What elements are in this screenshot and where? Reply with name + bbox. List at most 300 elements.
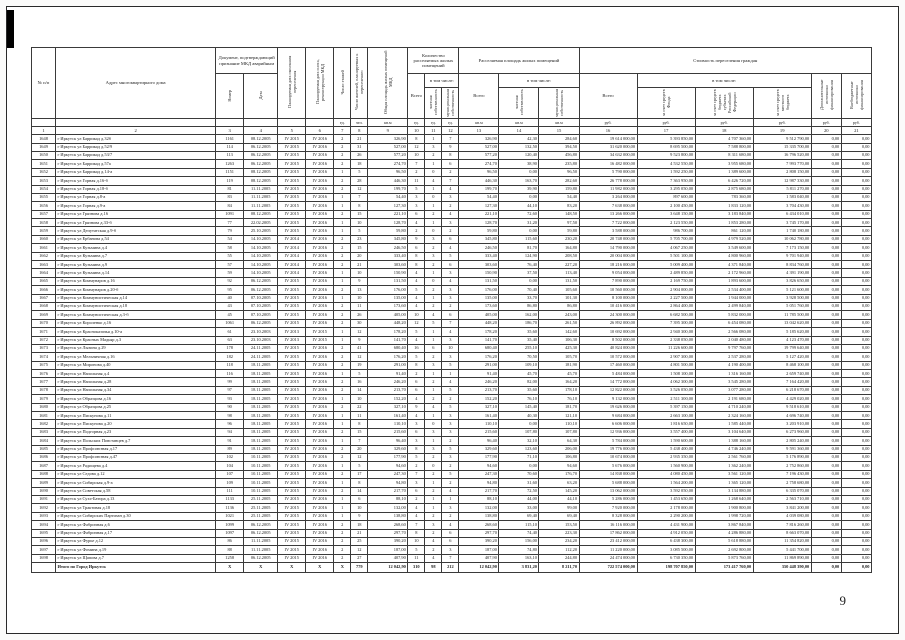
planned-resettlement-date: IV 2015 [278, 428, 306, 436]
doc-date: 06.12.2005 [244, 151, 278, 159]
doc-number: 79 [216, 227, 244, 235]
cost-subject-budget: 2 561 760,00 [695, 454, 753, 462]
doc-number: 88 [216, 546, 244, 554]
row-number: 1664 [32, 269, 56, 277]
resettled-units-municipal: 212 [442, 563, 459, 573]
table-row [32, 546, 872, 554]
cost-fund: 2 123 550,00 [637, 219, 695, 227]
total-area: 327,10 [368, 403, 408, 411]
resettled-units-private: 2 [425, 151, 442, 159]
planned-demolition-date: IV 2016 [306, 261, 334, 269]
cost-fund: 7 363 950,00 [637, 177, 695, 185]
resettled-units-private: 6 [425, 344, 442, 352]
doc-number: 81 [216, 185, 244, 193]
cost-local-budget: 5 176 890,00 [753, 454, 811, 462]
doc-number: 109 [216, 479, 244, 487]
resettled-units-municipal: 3 [442, 286, 459, 294]
resettled-units-municipal: 5 [442, 386, 459, 394]
cost-total: 23 412 000,00 [579, 537, 637, 545]
address: г Иркутск ул Советская д.58 [56, 487, 216, 495]
resettled-area-municipal: 105,60 [539, 286, 579, 294]
row-number: 1666 [32, 286, 56, 294]
cost-subject-budget: 6 426 720,00 [695, 177, 753, 185]
table-row [32, 319, 872, 327]
row-number: 1677 [32, 378, 56, 386]
area-private-label: частная собственность [513, 89, 524, 116]
resettled-units-total: 12 [408, 319, 425, 327]
cost-fund: 1 590 600,00 [637, 437, 695, 445]
planned-resettlement-date: IV 2015 [278, 311, 306, 319]
resettled-area-total: 247,30 [459, 470, 499, 478]
cost-subject-budget: 2 324 160,00 [695, 412, 753, 420]
resettled-units-private: 4 [425, 554, 442, 562]
resettled-area-municipal: 83,20 [539, 202, 579, 210]
cost-local-budget: 13 042 620,00 [753, 319, 811, 327]
cost-offbudget-sources: 0,00 [841, 445, 871, 453]
floors: 2 [334, 546, 351, 554]
total-area: 173,60 [368, 302, 408, 310]
planned-resettlement-date: IV 2015 [278, 319, 306, 327]
cost-extra-sources: 0,00 [811, 378, 841, 386]
cost-subject-budget: 3 561 120,00 [695, 470, 753, 478]
total-area: 291,00 [368, 361, 408, 369]
col-header-cost-fund [637, 88, 695, 119]
table-row [32, 143, 872, 151]
resettled-area-municipal: 234,20 [539, 537, 579, 545]
address: г Иркутск ул Депутатская д.9-б [56, 227, 216, 235]
resettled-units-total: 11 [408, 177, 425, 185]
cost-fund: 2 100 450,00 [637, 202, 695, 210]
residents: 26 [351, 311, 368, 319]
cost-offbudget-sources: 0,00 [841, 261, 871, 269]
cost-local-budget: 1 740 180,00 [753, 227, 811, 235]
resettled-area-total: 132,00 [459, 504, 499, 512]
doc-number: 83 [216, 193, 244, 201]
address: г Иркутск ул Кузьмина д.9 [56, 261, 216, 269]
cost-total: 17 862 000,00 [579, 529, 637, 537]
resettled-units-municipal: 7 [442, 319, 459, 327]
planned-resettlement-date: IV 2015 [278, 370, 306, 378]
address: г Иркутск ул Сухэ-Батора д.13 [56, 495, 216, 503]
cost-total: 10 674 000,00 [579, 454, 637, 462]
resettled-area-municipal: 99,00 [539, 504, 579, 512]
resettled-units-total: 2 [408, 462, 425, 470]
resettled-area-total: 221,10 [459, 210, 499, 218]
planned-demolition-date: IV 2016 [306, 445, 334, 453]
cost-total: 20 004 000,00 [579, 252, 637, 260]
column-number: 1 [32, 127, 56, 135]
planned-demolition-date: IV 2016 [306, 428, 334, 436]
planned-demolition-date: IV 2016 [306, 135, 334, 143]
table-row [32, 529, 872, 537]
cost-local-budget: 3 928 500,00 [753, 294, 811, 302]
resettled-units-municipal: 4 [442, 244, 459, 252]
resettled-units-municipal: 6 [442, 529, 459, 537]
table-row [32, 294, 872, 302]
total-area: 246,20 [368, 378, 408, 386]
cost-fund: 3 526 050,00 [637, 386, 695, 394]
cost-total: 40 824 000,00 [579, 344, 637, 352]
resettled-area-private: 42,30 [499, 135, 539, 143]
cost-offbudget-sources: 0,00 [841, 227, 871, 235]
resettled-units-total: 16 [408, 344, 425, 352]
planned-resettlement-date: IV 2015 [278, 386, 306, 394]
row-number: 1676 [32, 370, 56, 378]
doc-date: 11.11.2005 [244, 537, 278, 545]
cost-extra-sources: 0,00 [811, 462, 841, 470]
table-row [32, 462, 872, 470]
row-number: 1653 [32, 177, 56, 185]
planned-demolition-date: IV 2016 [306, 437, 334, 445]
row-number: 1696 [32, 537, 56, 545]
cost-fund: 1 564 200,00 [637, 479, 695, 487]
total-area: 268,60 [368, 521, 408, 529]
planned-demolition-date: IV 2016 [306, 202, 334, 210]
total-area: 247,30 [368, 470, 408, 478]
table-row [32, 504, 872, 512]
cost-extra-sources: 0,00 [811, 445, 841, 453]
planned-resettlement-date: IV 2015 [278, 512, 306, 520]
cost-local-budget: 2 563 710,00 [753, 495, 811, 503]
resettled-units-private: 1 [425, 294, 442, 302]
resettled-area-private: 71,10 [499, 454, 539, 462]
resettled-area-total: 127,30 [459, 202, 499, 210]
resettled-units-municipal: 3 [442, 546, 459, 554]
doc-number: 1161 [216, 135, 244, 143]
cost-extra-sources: 0,00 [811, 244, 841, 252]
table-row [32, 445, 872, 453]
cost-offbudget-sources: 0,00 [841, 185, 871, 193]
doc-date: 11.11.2005 [244, 546, 278, 554]
resettled-units-total: 2 [408, 495, 425, 503]
address: г Иркутск ул Пискунова д.11 [56, 412, 216, 420]
table-row [32, 311, 872, 319]
cost-offbudget-sources: 0,00 [841, 386, 871, 394]
cost-extra-sources: 0,00 [811, 370, 841, 378]
total-area: 527,00 [368, 143, 408, 151]
doc-date: 25.11.2005 [244, 504, 278, 512]
total-area: 141,70 [368, 336, 408, 344]
table-row [32, 537, 872, 545]
planned-demolition-date: IV 2016 [306, 227, 334, 235]
table-row [32, 378, 872, 386]
table-row [32, 521, 872, 529]
planned-resettlement-date: IV 2015 [278, 412, 306, 420]
planned-resettlement-date: IV 2015 [278, 504, 306, 512]
cost-extra-sources: 0,00 [811, 286, 841, 294]
residents: 11 [351, 302, 368, 310]
planned-demolition-date: IV 2016 [306, 302, 334, 310]
residents: 12 [351, 546, 368, 554]
resettled-area-private: 32,10 [499, 437, 539, 445]
address: г Иркутск ул Седова д.12 [56, 470, 216, 478]
planned-demolition-date: IV 2016 [306, 168, 334, 176]
cost-total: 16 116 000,00 [579, 521, 637, 529]
total-area: 297,70 [368, 529, 408, 537]
resettled-units-private: 1 [425, 386, 442, 394]
cost-total: 5 676 000,00 [579, 462, 637, 470]
column-number: 3 [216, 127, 244, 135]
residents: 15 [351, 428, 368, 436]
unit-label: кв.м [499, 119, 539, 127]
doc-number: 119 [216, 177, 244, 185]
cost-extra-sources: 0,00 [811, 479, 841, 487]
doc-date: 06.12.2005 [244, 529, 278, 537]
floors: 2 [334, 386, 351, 394]
cost-total: 19 776 000,00 [579, 445, 637, 453]
resettled-units-total: 8 [408, 252, 425, 260]
planned-resettlement-label: Планируемая дата окончания переселения [286, 56, 297, 109]
planned-demolition-date: IV 2016 [306, 454, 334, 462]
address: г Иркутск ул Короленко д.16 [56, 319, 216, 327]
doc-number: 1061 [216, 319, 244, 327]
address: г Иркутск ул Фомина д.19 [56, 546, 216, 554]
cost-local-budget: 16 796 520,00 [753, 151, 811, 159]
doc-date: 06.12.2005 [244, 319, 278, 327]
resettled-units-private: 1 [425, 185, 442, 193]
cost-local-budget: 12 987 330,00 [753, 177, 811, 185]
doc-date: 25.11.2005 [244, 512, 278, 520]
address: г Иркутск ул Красноказачья д.10-а [56, 328, 216, 336]
col-header-cost-total: Всего [579, 74, 637, 119]
resettled-units-private: 3 [425, 252, 442, 260]
planned-resettlement-date: IV 2015 [278, 353, 306, 361]
resettled-units-municipal: 3 [442, 454, 459, 462]
resettled-units-total: 4 [408, 219, 425, 227]
cost-fund: 4 062 300,00 [637, 378, 695, 386]
cost-subject-budget: 4 746 240,00 [695, 445, 753, 453]
cost-total: 8 502 000,00 [579, 336, 637, 344]
resettled-area-municipal: 227,20 [539, 261, 579, 269]
resettled-area-total: 199,70 [459, 185, 499, 193]
resettled-units-private: 1 [425, 202, 442, 210]
resettled-units-private: 3 [425, 521, 442, 529]
cost-offbudget-sources: 0,00 [841, 344, 871, 352]
planned-resettlement-date: IV 2015 [278, 185, 306, 193]
cost-extra-sources: 0,00 [811, 328, 841, 336]
cost-local-budget: 9 518 610,00 [753, 403, 811, 411]
total-area: 96,40 [368, 437, 408, 445]
unit-label: руб. [579, 119, 637, 127]
resettled-area-private: 82,00 [499, 378, 539, 386]
cost-subject-budget: 2 172 960,00 [695, 269, 753, 277]
resettled-units-private: 1 [425, 269, 442, 277]
total-area: 329,60 [368, 445, 408, 453]
address: г Иркутск ул Баррикад д.52/9 [56, 143, 216, 151]
doc-number: 118 [216, 361, 244, 369]
cost-total: 24 474 000,00 [579, 554, 637, 562]
resettled-area-municipal: 86,80 [539, 302, 579, 310]
cost-subject-budget: 4 707 360,00 [695, 135, 753, 143]
cost-local-budget: 11 869 890,00 [753, 554, 811, 562]
cost-total: 11 982 000,00 [579, 185, 637, 193]
floors: 2 [334, 445, 351, 453]
cost-total: 5 688 000,00 [579, 479, 637, 487]
residents: 22 [351, 403, 368, 411]
cost-total: 16 482 000,00 [579, 160, 637, 168]
planned-demolition-date: IV 2016 [306, 151, 334, 159]
cost-fund: 2 904 000,00 [637, 286, 695, 294]
address: г Иркутск ул Миронова д.40 [56, 361, 216, 369]
planned-demolition-date: IV 2016 [306, 193, 334, 201]
unit-label: руб. [753, 119, 811, 127]
col-header-doc-date [244, 74, 278, 119]
cost-offbudget-sources: 0,00 [841, 479, 871, 487]
doc-number: 43 [216, 302, 244, 310]
doc-date: 10.11.2005 [244, 479, 278, 487]
resettled-area-private: 35,40 [499, 336, 539, 344]
resettled-area-private: 0,00 [499, 193, 539, 201]
row-number: 1673 [32, 344, 56, 352]
resettled-units-total: 8 [408, 361, 425, 369]
resettled-area-private: 45,70 [499, 370, 539, 378]
total-area: 94,80 [368, 479, 408, 487]
floors: 1 [334, 193, 351, 201]
resettled-units-total: 7 [408, 470, 425, 478]
unit-label [278, 119, 306, 127]
cost-local-budget: 6 434 010,00 [753, 210, 811, 218]
cost-extra-sources: 0,00 [811, 302, 841, 310]
resettled-area-total: 274,70 [459, 160, 499, 168]
unit-label: кв.м [459, 119, 499, 127]
planned-resettlement-date: IV 2015 [278, 437, 306, 445]
cost-subject-budget: 173 417 760,00 [695, 563, 753, 573]
cost-extra-sources: 0,00 [811, 403, 841, 411]
cost-local-budget: 15 335 700,00 [753, 143, 811, 151]
resettled-area-total: 54,40 [459, 193, 499, 201]
floors: 1 [334, 462, 351, 470]
doc-date: 14.10.2005 [244, 235, 278, 243]
resettled-area-total: 405,00 [459, 311, 499, 319]
doc-number: 90 [216, 403, 244, 411]
cost-extra-sources: 0,00 [811, 454, 841, 462]
cost-subject-budget: 4 800 960,00 [695, 252, 753, 260]
residents: 10 [351, 395, 368, 403]
resettled-area-total: 173,60 [459, 302, 499, 310]
total-area: 110,10 [368, 420, 408, 428]
resettled-units-total: 10 [408, 311, 425, 319]
resettled-units-total: 4 [408, 504, 425, 512]
resettled-units-total: 4 [408, 302, 425, 310]
planned-resettlement-date: IV 2015 [278, 168, 306, 176]
cost-total: 11 220 000,00 [579, 546, 637, 554]
resettled-area-municipal: 159,80 [539, 185, 579, 193]
planned-demolition-date: IV 2016 [306, 386, 334, 394]
resettled-units-private: 1 [425, 437, 442, 445]
resettled-units-total: 6 [408, 428, 425, 436]
total-area: 303,60 [368, 261, 408, 269]
cost-local-budget: 350 448 390,00 [753, 563, 811, 573]
planned-resettlement-date: IV 2014 [278, 269, 306, 277]
floors: X [334, 563, 351, 573]
cost-local-budget: 6 218 670,00 [753, 386, 811, 394]
resettled-area-private: 72,60 [499, 210, 539, 218]
floors: 2 [334, 361, 351, 369]
cost-extra-sources: 0,00 [811, 554, 841, 562]
cost-fund: 4 080 450,00 [637, 470, 695, 478]
doc-number: 91 [216, 437, 244, 445]
planned-resettlement-date: IV 2015 [278, 160, 306, 168]
cost-subject-budget: 2 499 840,00 [695, 302, 753, 310]
resettled-area-total: 213,70 [459, 386, 499, 394]
cost-subject-budget: 5 618 880,00 [695, 537, 753, 545]
doc-date: 18.11.2005 [244, 412, 278, 420]
cost-subject-budget: 2 191 680,00 [695, 395, 753, 403]
resettled-units-municipal: 3 [442, 412, 459, 420]
resettled-area-total: 176,20 [459, 353, 499, 361]
cost-local-budget: 7 173 150,00 [753, 244, 811, 252]
doc-date: 10.11.2005 [244, 470, 278, 478]
row-number: 1658 [32, 219, 56, 227]
planned-resettlement-date: IV 2015 [278, 479, 306, 487]
resettled-area-total: 303,60 [459, 261, 499, 269]
cost-fund: 2 178 000,00 [637, 504, 695, 512]
cost-total: 31 620 000,00 [579, 143, 637, 151]
address: г Иркутск ул Баррикад д.32б [56, 135, 216, 143]
floors: 2 [334, 319, 351, 327]
resettled-area-total: 131,50 [459, 277, 499, 285]
table-row [32, 286, 872, 294]
cost-total: 14 838 000,00 [579, 470, 637, 478]
floors: 2 [334, 344, 351, 352]
total-area: 326,90 [368, 135, 408, 143]
planned-demolition-date: IV 2016 [306, 521, 334, 529]
total-area: 161,40 [368, 412, 408, 420]
col-header-doc-number [216, 74, 244, 119]
planned-demolition-date: IV 2016 [306, 277, 334, 285]
resettled-area-private: 35,60 [499, 386, 539, 394]
cost-fund: 3 295 050,00 [637, 185, 695, 193]
resettled-area-total: 12 042,90 [459, 563, 499, 573]
resettled-area-private: 107,80 [499, 428, 539, 436]
resettled-area-municipal: 164,80 [539, 244, 579, 252]
floors: 1 [334, 412, 351, 420]
unit-label: ед. [442, 119, 459, 127]
doc-date: 18.11.2005 [244, 403, 278, 411]
cost-fund: 5 438 400,00 [637, 445, 695, 453]
resettled-units-municipal: 1 [442, 370, 459, 378]
resettled-area-private: 163,10 [499, 554, 539, 562]
resettled-units-total: 4 [408, 512, 425, 520]
column-number: 17 [637, 127, 695, 135]
table-row [32, 168, 872, 176]
total-area: 127,30 [368, 202, 408, 210]
floors: 2 [334, 428, 351, 436]
count-municipal-label: муниципальная собственность [445, 88, 456, 117]
cost-offbudget-sources: 0,00 [841, 302, 871, 310]
cost-local-budget: 4 429 020,00 [753, 395, 811, 403]
cost-offbudget-sources: 0,00 [841, 537, 871, 545]
planned-resettlement-date: IV 2015 [278, 445, 306, 453]
doc-number: 1021 [216, 512, 244, 520]
cost-fund: 4 532 550,00 [637, 160, 695, 168]
resettled-area-private: 0,00 [499, 277, 539, 285]
residents: 28 [351, 177, 368, 185]
residents: 25 [351, 537, 368, 545]
doc-date: 14.10.2005 [244, 261, 278, 269]
residents: 10 [351, 269, 368, 277]
resettled-units-municipal: 3 [442, 294, 459, 302]
doc-date: 14.10.2005 [244, 244, 278, 252]
doc-date: 11.11.2005 [244, 193, 278, 201]
planned-resettlement-date: IV 2015 [278, 546, 306, 554]
cost-offbudget-sources: 0,00 [841, 319, 871, 327]
unit-label: ед. [334, 119, 351, 127]
residents: 21 [351, 135, 368, 143]
col-header-residents [351, 48, 368, 119]
resettled-units-private: 98 [425, 563, 442, 573]
cost-local-budget: 8 834 760,00 [753, 261, 811, 269]
